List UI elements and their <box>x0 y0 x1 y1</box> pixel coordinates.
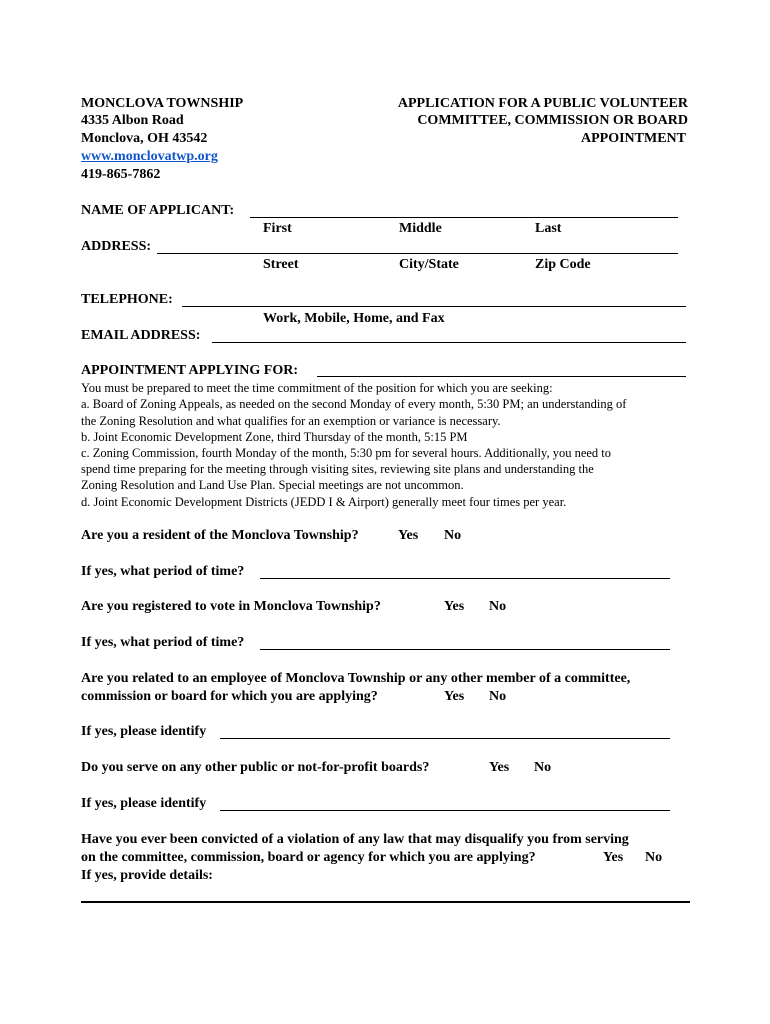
other-identify-field-line[interactable] <box>220 810 670 811</box>
phone-types-caption: Work, Mobile, Home, and Fax <box>263 311 445 326</box>
convicted-question-line2: on the committee, commission, board or agency for which you are applying? <box>81 850 536 865</box>
convicted-question-line1: Have you ever been convicted of a violation of any law that may disqualify you from serving <box>81 832 629 847</box>
org-phone: 419-865-7862 <box>81 167 161 182</box>
other-boards-yes[interactable]: Yes <box>489 760 510 775</box>
appointment-line-c1: c. Zoning Commission, fourth Monday of the month, 5:30 pm for several hours. Additionally, you need to <box>81 446 612 460</box>
email-field-line[interactable] <box>212 342 686 343</box>
name-label: NAME OF APPLICANT: <box>81 203 235 218</box>
resident-question: Are you a resident of the Monclova Township? <box>81 528 359 543</box>
email-label: EMAIL ADDRESS: <box>81 328 201 343</box>
other-boards-no[interactable]: No <box>534 760 552 775</box>
resident-no[interactable]: No <box>444 528 462 543</box>
related-yes[interactable]: Yes <box>444 689 465 704</box>
appointment-intro: You must be prepared to meet the time commitment of the position for which you are seeking: <box>81 381 553 395</box>
related-question-line1: Are you related to an employee of Monclova Township or any other member of a committee, <box>81 671 631 686</box>
appointment-line-a1: a. Board of Zoning Appeals, as needed on the second Monday of every month, 5:30 PM; an understanding of <box>81 397 627 411</box>
last-name-caption: Last <box>535 221 562 236</box>
middle-name-caption: Middle <box>399 221 442 236</box>
org-street: 4335 Albon Road <box>81 113 184 128</box>
appointment-line-b: b. Joint Economic Development Zone, third Thursday of the month, 5:15 PM <box>81 430 468 444</box>
registered-question: Are you registered to vote in Monclova Township? <box>81 599 381 614</box>
resident-period-field-line[interactable] <box>260 578 670 579</box>
appointment-label: APPOINTMENT APPLYING FOR: <box>81 363 299 378</box>
org-name: MONCLOVA TOWNSHIP <box>81 96 244 111</box>
convicted-no[interactable]: No <box>645 850 663 865</box>
appointment-field-line[interactable] <box>317 376 686 377</box>
details-prompt: If yes, provide details: <box>81 868 213 883</box>
address-field-line[interactable] <box>157 253 678 254</box>
other-identify-prompt: If yes, please identify <box>81 796 207 811</box>
telephone-label: TELEPHONE: <box>81 292 173 307</box>
first-name-caption: First <box>263 221 292 236</box>
street-caption: Street <box>263 257 299 272</box>
form-title-line1: APPLICATION FOR A PUBLIC VOLUNTEER <box>397 96 688 111</box>
related-question-line2: commission or board for which you are applying? <box>81 689 378 704</box>
related-no[interactable]: No <box>489 689 507 704</box>
form-title-line3: APPOINTMENT <box>581 131 686 146</box>
appointment-line-c2: spend time preparing for the meeting through visiting sites, reviewing site plans and understanding the <box>81 462 594 476</box>
registered-no[interactable]: No <box>489 599 507 614</box>
appointment-line-c3: Zoning Resolution and Land Use Plan. Special meetings are not uncommon. <box>81 478 464 492</box>
telephone-field-line[interactable] <box>182 306 686 307</box>
related-identify-field-line[interactable] <box>220 738 670 739</box>
registered-period-field-line[interactable] <box>260 649 670 650</box>
name-field-line[interactable] <box>250 217 678 218</box>
form-title-line2: COMMITTEE, COMMISSION OR BOARD <box>417 113 688 128</box>
resident-yes[interactable]: Yes <box>398 528 419 543</box>
org-city: Monclova, OH 43542 <box>81 131 208 146</box>
related-identify-prompt: If yes, please identify <box>81 724 207 739</box>
registered-period-question: If yes, what period of time? <box>81 635 245 650</box>
city-state-caption: City/State <box>399 257 459 272</box>
resident-period-question: If yes, what period of time? <box>81 564 245 579</box>
appointment-line-a2: the Zoning Resolution and what qualifies for an exemption or variance is necessary. <box>81 414 501 428</box>
address-label: ADDRESS: <box>81 239 152 254</box>
details-field-line[interactable] <box>81 901 690 903</box>
registered-yes[interactable]: Yes <box>444 599 465 614</box>
zip-caption: Zip Code <box>535 257 591 272</box>
website-link[interactable]: www.monclovatwp.org <box>81 149 218 164</box>
appointment-line-d: d. Joint Economic Development Districts (JEDD I & Airport) generally meet four times per year. <box>81 495 567 509</box>
convicted-yes[interactable]: Yes <box>603 850 624 865</box>
other-boards-question: Do you serve on any other public or not-for-profit boards? <box>81 760 430 775</box>
